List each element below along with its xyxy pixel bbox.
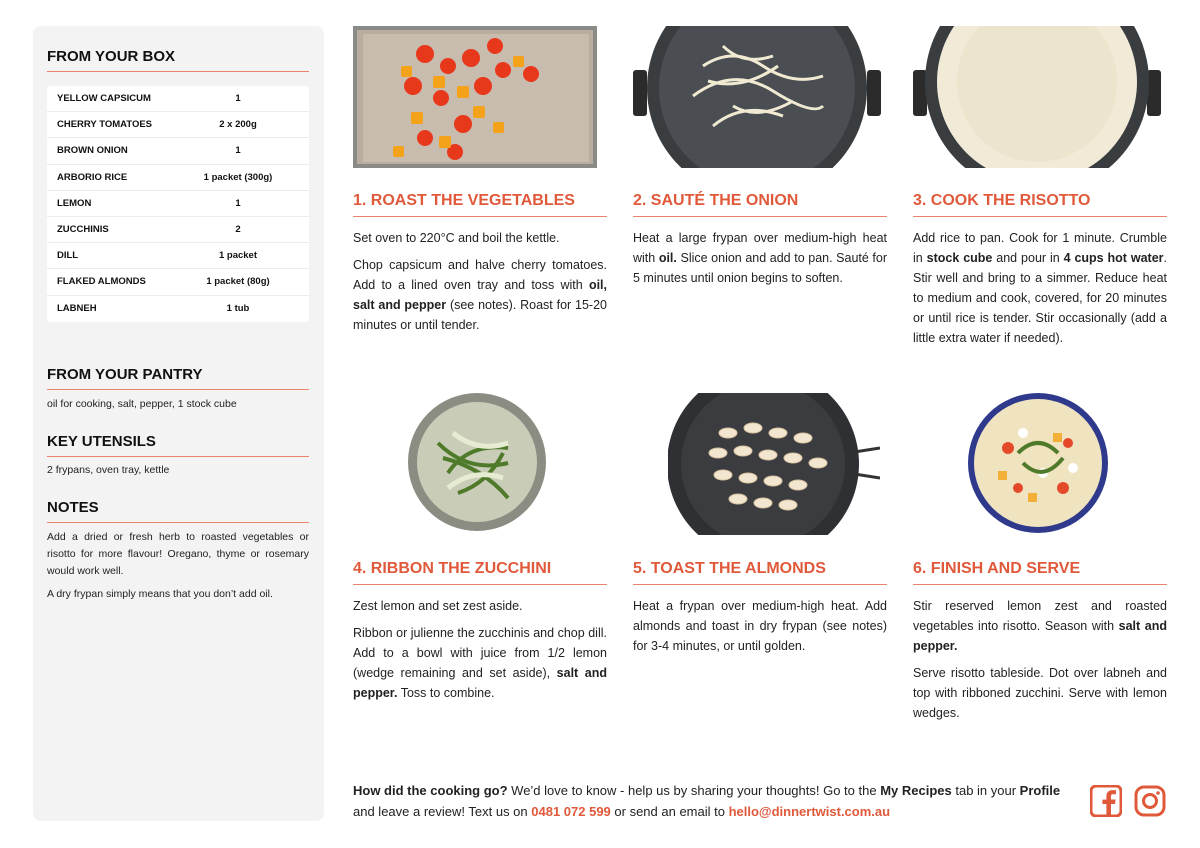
ingredient-name: YELLOW CAPSICUM (57, 93, 151, 105)
utensils-heading: KEY UTENSILS (47, 433, 309, 457)
ribbon-zucchini-photo (408, 393, 546, 531)
my-recipes-link[interactable]: My Recipes (880, 783, 952, 798)
pantry-text: oil for cooking, salt, pepper, 1 stock cube (47, 398, 237, 410)
cook-risotto-photo (913, 26, 1161, 168)
step-1-para-2: Chop capsicum and halve cherry tomatoes. Add to a lined oven tray and toss with oil, salt and pepper (see notes). Roast for 15-20 minutes or until tender. (353, 258, 608, 332)
ingredient-name: LABNEH (57, 303, 97, 315)
notes-text-2: A dry frypan simply means that you don’t add oil. (47, 588, 273, 600)
ingredient-qty: 1 packet (300g) (203, 171, 273, 183)
ingredient-name: ZUCCHINIS (57, 224, 109, 236)
profile-link[interactable]: Profile (1019, 783, 1061, 798)
ingredient-row (47, 112, 309, 138)
ingredient-qty: 2 (235, 224, 241, 236)
pantry-heading: FROM YOUR PANTRY (47, 366, 309, 390)
step-1-body (353, 228, 607, 342)
step-2-title: 2. SAUTÉ THE ONION (633, 192, 887, 217)
step-6-para-2: Serve risotto tableside. Dot over labneh and top with ribboned zucchini. Serve with lemon wedges. (913, 666, 1167, 720)
saute-onion-photo (633, 26, 881, 168)
ingredient-name: CHERRY TOMATOES (57, 119, 153, 131)
step-6-body (913, 596, 1167, 730)
step-3-para-1: Add rice to pan. Cook for 1 minute. Crumble in stock cube and pour in 4 cups hot water. Stir well and bring to a simmer. Reduce heat to medium and cook, covered, for 20 minutes or until rice is tender. Stir occasionally (add a little extra water if needed). (913, 231, 1167, 345)
step-1-para-1: Set oven to 220°C and boil the kettle. (353, 231, 560, 245)
step-4-body (353, 596, 607, 710)
ingredient-qty: 1 packet (218, 250, 258, 262)
ingredients-table (47, 86, 309, 322)
step-4-para-2: Ribbon or julienne the zucchinis and chop dill. Add to a bowl with juice from 1/2 lemon (wedge remaining and set aside), salt and pepper. Toss to combine. (353, 626, 607, 700)
notes-text-1: Add a dried or fresh herb to roasted vegetables or risotto for more flavour! Oregano, thyme or rosemary would work well. (47, 531, 309, 577)
ingredient-qty: 1 packet (80g) (206, 276, 270, 288)
step-1-title: 1. ROAST THE VEGETABLES (353, 192, 607, 217)
footer-question: How did the cooking go? (353, 783, 508, 798)
step-3-body (913, 228, 1167, 355)
ingredient-qty: 1 (235, 93, 241, 105)
step-5-para-1: Heat a frypan over medium-high heat. Add almonds and toast in dry frypan (see notes) for 3-4 minutes, or until golden. (633, 599, 887, 653)
roast-vegetables-photo (353, 26, 597, 168)
ingredient-row (47, 86, 309, 112)
ingredient-row (47, 296, 309, 322)
ingredient-row (47, 165, 309, 191)
step-2-para-1: Heat a large frypan over medium-high heat with oil. Slice onion and add to pan. Sauté for 5 minutes until onion begins to soften. (633, 231, 888, 285)
step-4-title: 4. RIBBON THE ZUCCHINI (353, 560, 607, 585)
ingredient-qty: 2 x 200g (219, 119, 257, 131)
utensils-text: 2 frypans, oven tray, kettle (47, 464, 170, 476)
ingredient-row (47, 269, 309, 295)
ingredient-name: FLAKED ALMONDS (57, 276, 146, 288)
ingredient-row (47, 138, 309, 164)
ingredient-qty: 1 (235, 145, 241, 157)
step-3-title: 3. COOK THE RISOTTO (913, 192, 1167, 217)
ingredient-name: LEMON (57, 197, 92, 209)
ingredient-row (47, 191, 309, 217)
ingredient-name: ARBORIO RICE (57, 171, 128, 183)
finished-risotto-photo (968, 393, 1108, 533)
instagram-icon[interactable] (1134, 785, 1166, 817)
step-2-body (633, 228, 887, 295)
ingredient-qty: 1 tub (226, 303, 250, 315)
facebook-icon[interactable] (1090, 785, 1122, 817)
phone-link[interactable]: 0481 072 599 (531, 804, 611, 819)
ingredient-qty: 1 (235, 197, 241, 209)
step-6-title: 6. FINISH AND SERVE (913, 560, 1167, 585)
ingredient-row (47, 217, 309, 243)
ingredient-row (47, 243, 309, 269)
toast-almonds-photo (668, 393, 880, 535)
ingredient-name: DILL (57, 250, 79, 262)
step-6-para-1: Stir reserved lemon zest and roasted vegetables into risotto. Season with salt and pepper. (913, 599, 1167, 653)
ingredient-name: BROWN ONION (57, 145, 128, 157)
notes-heading: NOTES (47, 499, 309, 523)
step-5-body (633, 596, 887, 663)
step-4-para-1: Zest lemon and set zest aside. (353, 599, 523, 613)
ingredients-sidebar (33, 26, 324, 821)
email-link[interactable]: hello@dinnertwist.com.au (728, 804, 891, 819)
step-5-title: 5. TOAST THE ALMONDS (633, 560, 887, 585)
from-your-box-heading: FROM YOUR BOX (47, 48, 309, 72)
feedback-footer: How did the cooking go? We’d love to know - help us by sharing your thoughts! Go to the My Recipes tab in your Profile and leave a review! Text us on 0481 072 599 or send an email to hello@dinnertwist.com.au (353, 783, 1061, 819)
